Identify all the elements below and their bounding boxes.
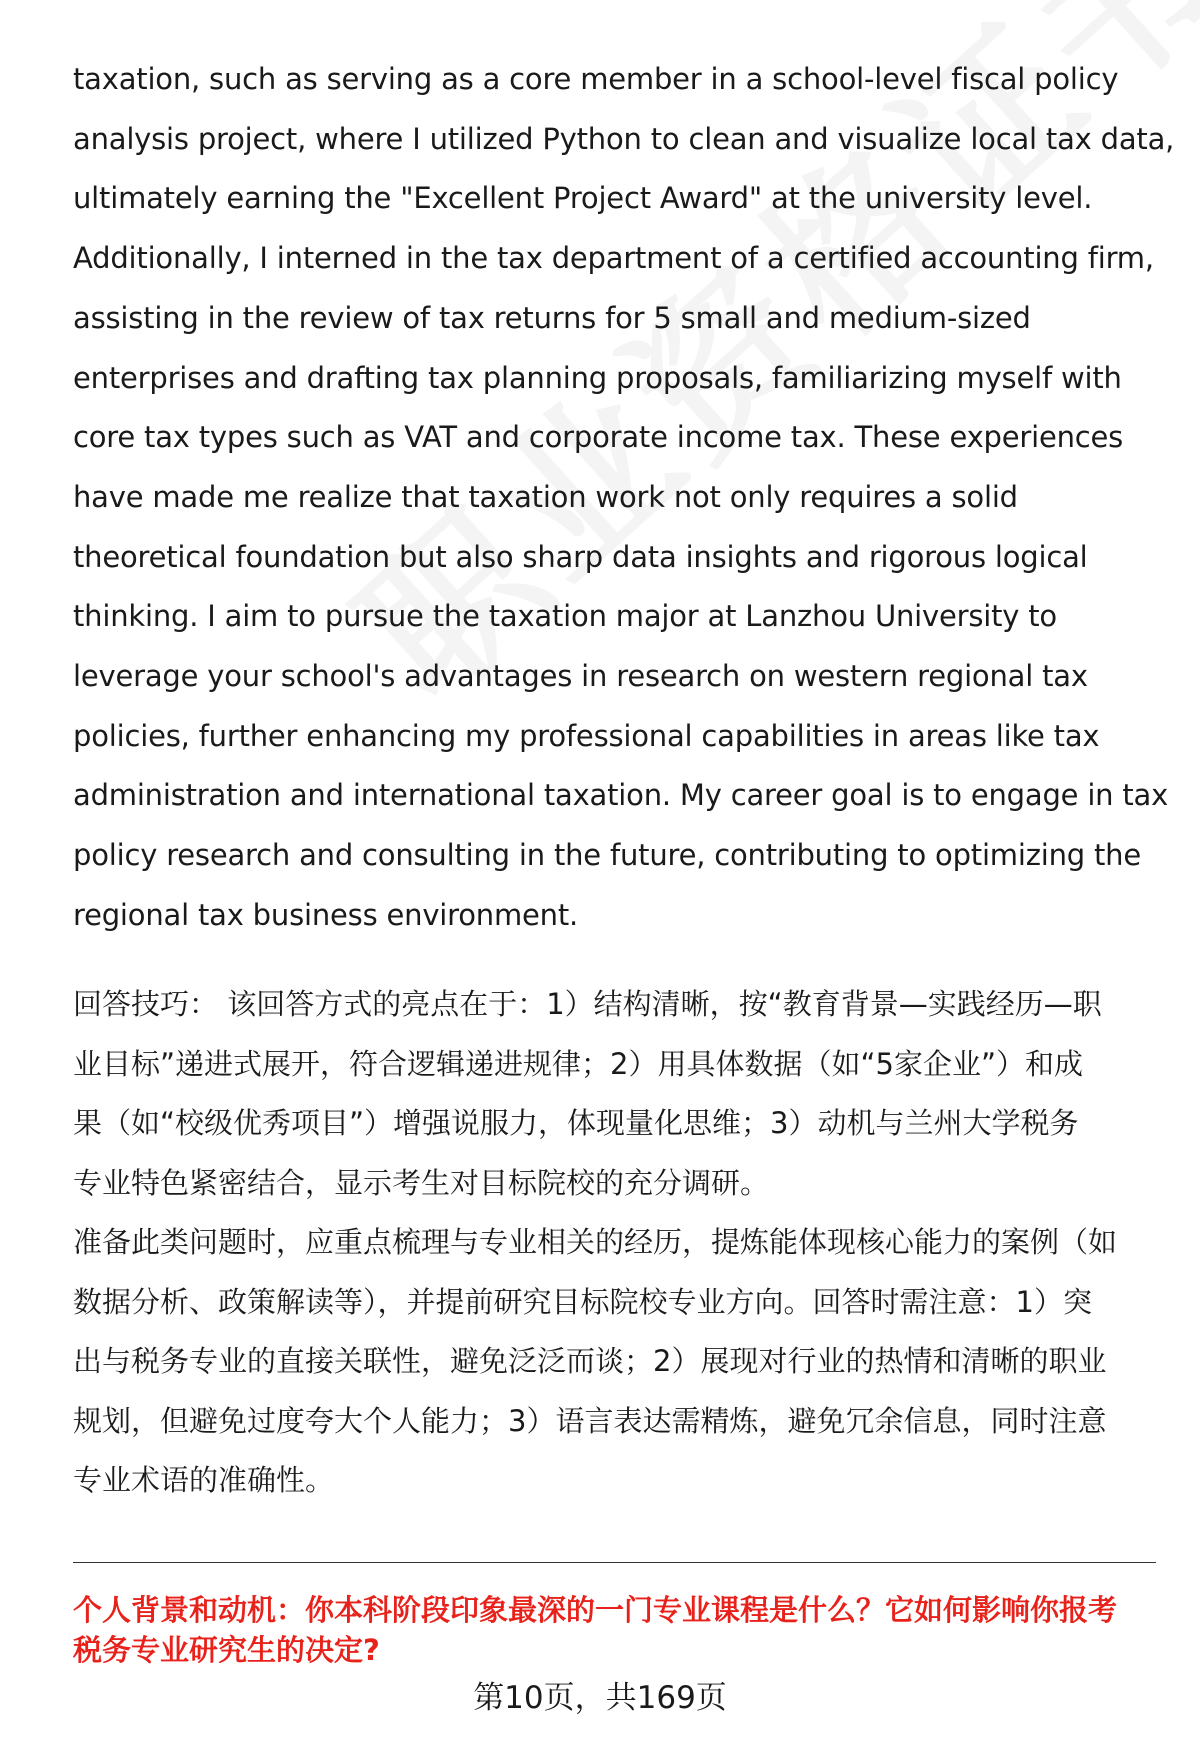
tips-line: 专业术语的准确性。	[73, 1463, 335, 1497]
tips-line: 果（如“校级优秀项目”）增强说服力，体现量化思维；3）动机与兰州大学税务	[73, 1106, 1079, 1140]
tips-line: 业目标”递进式展开，符合逻辑递进规律；2）用具体数据（如“5家企业”）和成	[73, 1046, 1083, 1081]
answer-line: core tax types such as VAT and corporate income tax. These experiences	[73, 420, 1124, 455]
answer-line: policy research and consulting in the future, contributing to optimizing the	[73, 838, 1141, 873]
answer-line: regional tax business environment.	[73, 897, 579, 932]
tips-line: 数据分析、政策解读等），并提前研究目标院校专业方向。回答时需注意：1）突	[73, 1284, 1092, 1319]
answer-line: taxation, such as serving as a core member in a school-level fiscal policy	[73, 62, 1119, 96]
answer-line: analysis project, where I utilized Python to clean and visualize local tax data,	[73, 121, 1175, 156]
answer-paragraph	[73, 50, 1175, 946]
answer-line: have made me realize that taxation work not only requires a solid	[73, 479, 1018, 514]
answer-line: Additionally, I interned in the tax department of a certified accounting firm,	[73, 241, 1154, 276]
answer-line: ultimately earning the "Excellent Project Award" at the university level.	[73, 181, 1093, 216]
page-number: 第10页，共169页	[473, 1680, 727, 1716]
tips-line: 回答技巧： 该回答方式的亮点在于：1）结构清晰，按“教育背景—实践经历—职	[73, 987, 1102, 1021]
answer-line: policies, further enhancing my professional capabilities in areas like tax	[73, 718, 1100, 753]
answer-tips	[73, 975, 1168, 1511]
answer-line: leverage your school's advantages in research on western regional tax	[73, 659, 1088, 694]
section-divider	[73, 1562, 1156, 1563]
tips-line: 规划，但避免过度夸大个人能力；3）语言表达需精炼，避免冗余信息，同时注意	[73, 1403, 1107, 1438]
answer-line: thinking. I aim to pursue the taxation major at Lanzhou University to	[73, 599, 1057, 634]
tips-line: 出与税务专业的直接关联性，避免泛泛而谈；2）展现对行业的热情和清晰的职业	[73, 1344, 1107, 1378]
question-line: 税务专业研究生的决定?	[73, 1633, 380, 1667]
answer-line: administration and international taxation. My career goal is to engage in tax	[73, 778, 1169, 813]
next-question-heading	[73, 1590, 1168, 1670]
answer-line: assisting in the review of tax returns for 5 small and medium-sized	[73, 300, 1031, 335]
answer-line: theoretical foundation but also sharp data insights and rigorous logical	[73, 539, 1088, 574]
tips-line: 专业特色紧密结合，显示考生对目标院校的充分调研。	[73, 1165, 770, 1200]
tips-line: 准备此类问题时，应重点梳理与专业相关的经历，提炼能体现核心能力的案例（如	[73, 1225, 1118, 1259]
answer-line: enterprises and drafting tax planning proposals, familiarizing myself with	[73, 360, 1122, 395]
question-line: 个人背景和动机：你本科阶段印象最深的一门专业课程是什么？它如何影响你报考	[73, 1593, 1118, 1627]
